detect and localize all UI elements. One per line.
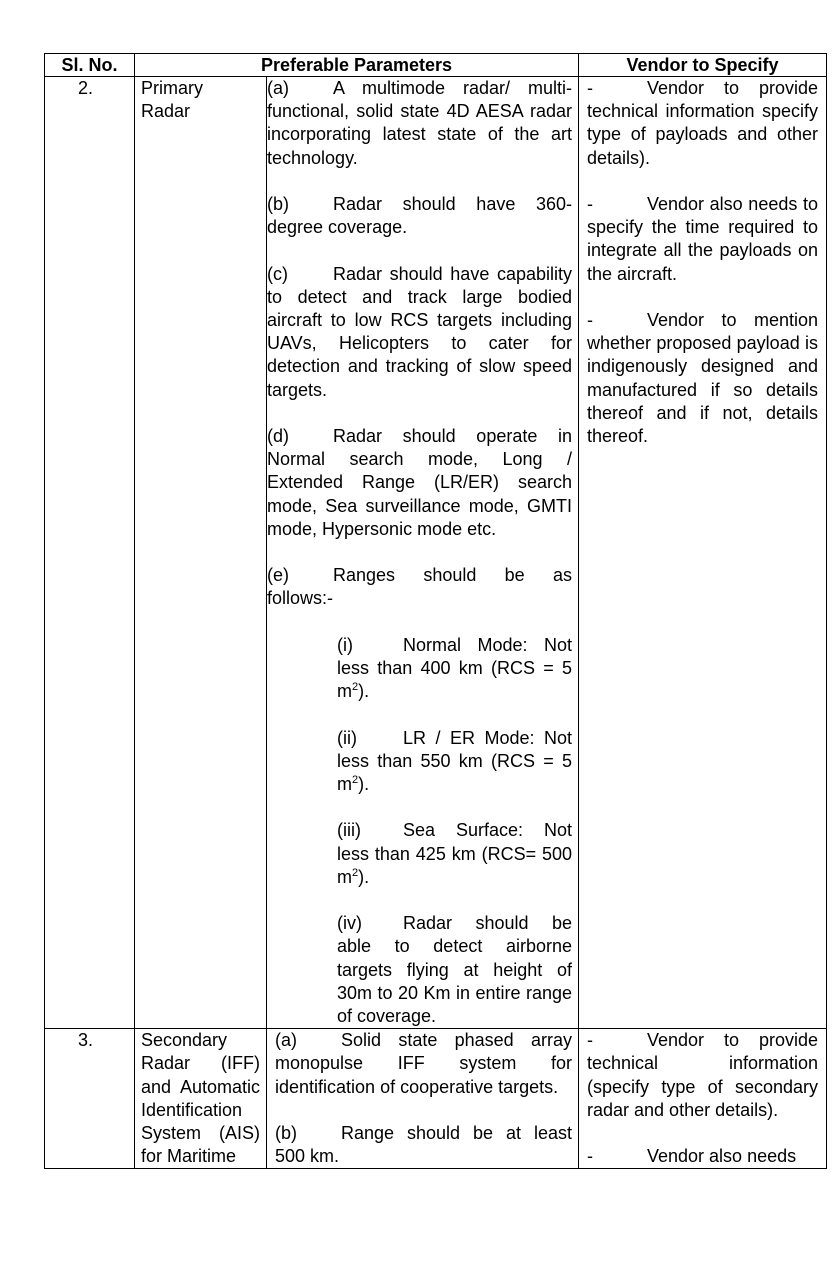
row-2-item-name: [135, 77, 267, 1029]
row-3-parameters: [267, 1029, 579, 1169]
param-a: (a) A multimode radar/ multi-functional, solid state 4D AESA radar incorporating latest state of the art technology.: [267, 78, 572, 168]
row-3-vendor-notes: [579, 1029, 827, 1169]
document-page: [44, 53, 826, 1169]
row-2-sl-no: 2.: [45, 77, 135, 1029]
header-row: [45, 54, 827, 77]
table-row: [45, 1029, 827, 1169]
vendor-note-3: - Vendor to mention whether proposed payload is indigenously designed and manufactured if so details thereof and if not, details thereof.: [587, 310, 818, 447]
param-e-i: (i) Normal Mode: Not less than 400 km (RCS = 5 $m^2$).: [337, 634, 572, 702]
param-b: (b) Radar should have 360-degree coverage.: [267, 194, 572, 238]
param-c: (c) Radar should have capability to detect and track large bodied aircraft to low RCS targets including UAVs, Helicopters to cater for detection and tracking of slow speed targets.: [267, 263, 572, 400]
vendor-note-3-1: - Vendor to provide technical information (specify type of secondary radar and other details).: [587, 1030, 818, 1120]
header-sl-no: Sl. No.: [45, 54, 135, 77]
header-vendor-to-specify: Vendor to Specify: [579, 54, 827, 77]
param-e-iv: (iv) Radar should be able to detect airborne targets flying at height of 30m to 20 Km in entire range of coverage.: [337, 913, 572, 1026]
row-2-parameters: [267, 77, 579, 1029]
row-2-name-line-1: Primary: [141, 78, 203, 98]
row-3-item-name: Secondary Radar (IFF) and Automatic Identification System (AIS) for Maritime: [135, 1029, 267, 1169]
param-d: (d) Radar should operate in Normal search mode, Long / Extended Range (LR/ER) search mode, Sea surveillance mode, GMTI mode, Hypersonic mode etc.: [267, 426, 572, 539]
row-2-name-line-2: Radar: [141, 101, 191, 122]
param-e: (e) Ranges should be as follows:-: [267, 565, 572, 609]
table-row: [45, 77, 827, 1029]
specification-table: [44, 53, 827, 1169]
header-preferable-parameters: Preferable Parameters: [135, 54, 579, 77]
row-2-vendor-notes: [579, 77, 827, 1029]
vendor-note-3-2: - Vendor also needs: [587, 1146, 797, 1167]
param-e-ii: (ii) LR / ER Mode: Not less than 550 km (RCS = 5 $m^2$).: [337, 727, 572, 794]
vendor-note-1: - Vendor to provide technical information specify type of payloads and other details).: [587, 78, 818, 168]
param-e-iii: (iii) Sea Surface: Not less than 425 km (RCS= 500 $m^2$).: [337, 820, 572, 887]
row-3-sl-no: 3.: [45, 1029, 135, 1169]
vendor-note-2: - Vendor also needs to specify the time required to integrate all the payloads on the aircraft.: [587, 194, 818, 284]
param-3a: (a) Solid state phased array monopulse IFF system for identification of cooperative targets.: [275, 1030, 572, 1097]
param-3b: (b) Range should be at least 500 km.: [275, 1123, 572, 1167]
